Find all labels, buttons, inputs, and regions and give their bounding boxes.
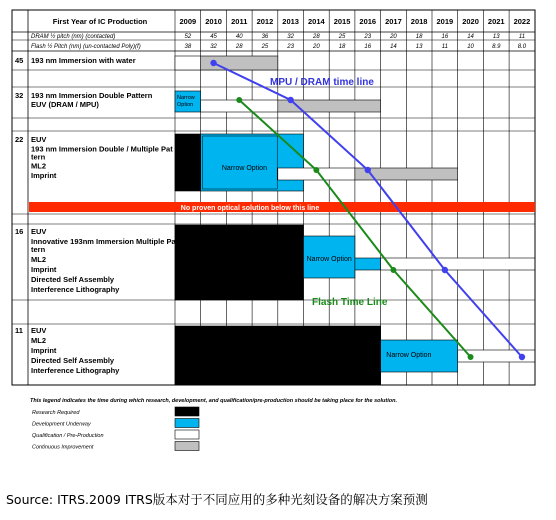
legend-layer	[30, 398, 397, 451]
narrow-option-label: Narrow Option	[386, 352, 432, 359]
year-label: 2015	[333, 17, 351, 26]
flash-timeline-point	[390, 267, 396, 273]
legend-swatch	[175, 430, 199, 439]
dram-pitch-value: 20	[390, 34, 397, 40]
dram-pitch-value: 28	[313, 34, 320, 40]
flash-pitch-value: 13	[415, 44, 423, 50]
flash-pitch-value: 10	[467, 44, 474, 50]
flash-pitch-value: 8.0	[517, 44, 527, 50]
solution-label: Interference Lithography	[31, 366, 120, 375]
solution-label: Imprint	[31, 346, 57, 355]
year-label: 2021	[487, 17, 505, 26]
solution-label: EUV	[31, 227, 47, 236]
solution-label: Imprint	[31, 265, 57, 274]
research-bar	[175, 225, 304, 300]
year-label: 2016	[359, 17, 377, 26]
solution-label: 193 nm Immersion Double Pattern	[31, 91, 153, 100]
solution-label: Directed Self Assembly	[31, 356, 115, 365]
solution-label: Interference Lithography	[31, 285, 120, 294]
flash-timeline-point	[236, 97, 242, 103]
year-label: 2012	[256, 17, 274, 26]
dram-pitch-value: 25	[338, 34, 346, 40]
narrow-option-label: Narrow Option	[221, 165, 267, 172]
dram-pitch-value: 13	[492, 34, 500, 40]
solution-label: tern	[31, 245, 46, 254]
qualification-bar	[175, 56, 201, 70]
solution-label: EUV (DRAM / MPU)	[31, 100, 99, 109]
development-bar	[355, 258, 381, 270]
flash-pitch-value: 8.9	[492, 44, 501, 50]
solution-label: ML2	[31, 255, 46, 264]
flash-pitch-value: 14	[390, 44, 397, 50]
solution-label: 193 nm Immersion with water	[31, 56, 136, 65]
flash-pitch-value: 11	[441, 44, 448, 50]
node-label: 11	[15, 326, 23, 335]
research-bar	[175, 134, 201, 191]
dram-pitch-value: 36	[261, 34, 269, 40]
legend-label: Continuous Improvement	[32, 444, 94, 451]
dram-pitch-value: 11	[518, 34, 526, 40]
legend-label: Development Underway	[32, 421, 91, 428]
flash-pitch-value: 28	[235, 44, 243, 50]
legend-swatch	[175, 407, 199, 416]
solution-label: Imprint	[31, 170, 57, 180]
text-layer	[15, 17, 530, 375]
year-label: 2011	[231, 17, 248, 26]
year-label: 2010	[205, 17, 222, 26]
node-label: 32	[15, 91, 24, 100]
year-label: 2014	[308, 17, 325, 26]
flash-pitch-value: 25	[261, 44, 269, 50]
qualification-bar	[381, 258, 535, 270]
mpu-dram-timeline-point	[287, 97, 293, 103]
dram-pitch-value: 52	[184, 34, 192, 40]
year-label: 2019	[436, 17, 454, 26]
flash-pitch-value: 20	[313, 44, 320, 50]
mpu-dram-timeline-point	[519, 354, 525, 360]
solution-label: EUV	[31, 135, 47, 144]
flash-timeline-point	[313, 167, 319, 173]
solution-label: ML2	[31, 336, 46, 345]
solution-label: tern	[31, 152, 46, 162]
dram-pitch-value: 45	[210, 34, 217, 40]
legend-note: This legend indicates the time during which research, development, and qualification/pre-production should be taking place for the solution.	[30, 398, 398, 404]
dram-pitch-value: 16	[441, 34, 449, 40]
dram-pitch-value: 18	[415, 34, 423, 40]
flash-pitch-value: 38	[184, 44, 192, 50]
dram-pitch-value: 14	[467, 34, 474, 40]
solution-label: Directed Self Assembly	[31, 275, 115, 284]
node-label: 45	[15, 56, 24, 65]
node-label: 16	[15, 227, 24, 236]
narrow-option-label: Narrow Option	[306, 256, 352, 263]
dram-pitch-value: 23	[364, 34, 372, 40]
year-label: 2020	[462, 17, 479, 26]
legend-label: Research Required	[32, 410, 80, 416]
solution-label: ML2	[31, 161, 46, 171]
development-bar	[201, 134, 304, 191]
year-label: 2017	[385, 17, 402, 26]
source-caption: Source: ITRS.2009 ITRS版本对于不同应用的多种光刻设备的解决方案预测	[6, 492, 428, 507]
year-label: 2009	[179, 17, 197, 26]
flash-pitch-value: 23	[287, 44, 294, 50]
narrow-option-small-label: Narrow	[177, 95, 195, 101]
solution-label: 193 nm Immersion Double / Multiple Pat	[31, 144, 173, 154]
flash-timeline-point	[468, 354, 474, 360]
legend-swatch	[175, 442, 199, 451]
dram-pitch-value: 32	[287, 34, 294, 40]
dram-pitch-label: DRAM ½ pitch (nm) (contacted)	[31, 34, 116, 40]
legend-label: Qualification / Pre-Production	[32, 433, 104, 439]
solution-label: EUV	[31, 326, 47, 335]
bars-layer	[29, 56, 535, 385]
mpu-dram-timeline-point	[365, 167, 371, 173]
mpu-dram-timeline-label: MPU / DRAM time line	[270, 77, 374, 88]
flash-pitch-value: 16	[364, 44, 372, 50]
node-label: 22	[15, 135, 24, 144]
year-label: 2018	[410, 17, 428, 26]
research-bar	[175, 326, 381, 385]
legend-swatch	[175, 419, 199, 428]
year-label: 2022	[513, 17, 531, 26]
mpu-dram-timeline-point	[442, 267, 448, 273]
flash-pitch-value: 32	[210, 44, 217, 50]
flash-pitch-label: Flash ½ Pitch (nm) (un-contacted Poly)(f)	[31, 44, 141, 50]
dram-pitch-value: 40	[235, 34, 243, 40]
flash-timeline-label: Flash Time Line	[312, 297, 388, 308]
mpu-dram-timeline-point	[210, 60, 216, 66]
solution-label: Innovative 193nm Immersion Multiple Pat	[31, 237, 179, 246]
banner-label: No proven optical solution below this line	[180, 205, 320, 212]
header-title: First Year of IC Production	[52, 17, 148, 26]
year-label: 2013	[282, 17, 299, 26]
narrow-option-small-label: Option	[177, 102, 194, 108]
flash-pitch-value: 18	[338, 44, 346, 50]
